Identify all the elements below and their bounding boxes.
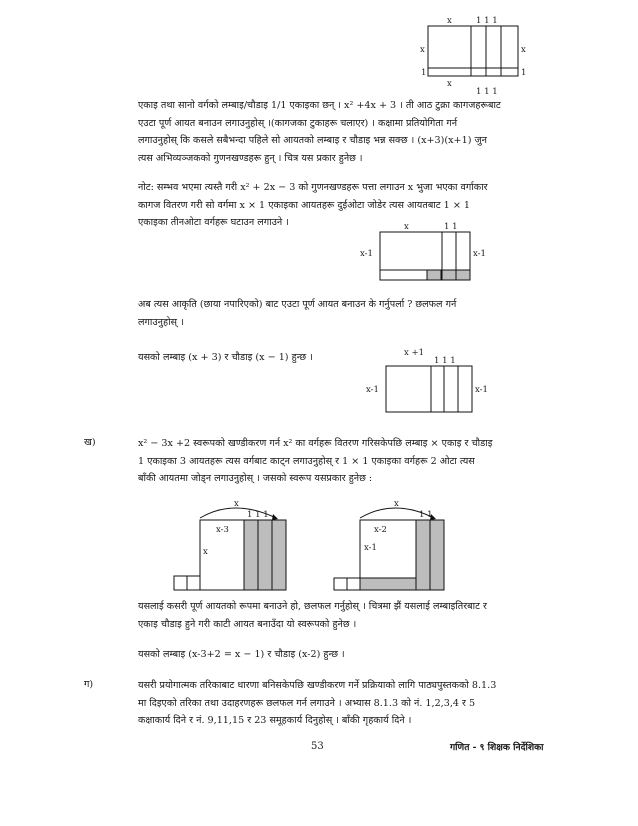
para5-line-2: एकाइ चौडाइ हुने गरी काटी आयत बनाउँदा यो स्वरूपको हुनेछ । xyxy=(138,618,357,630)
fig3-left-label: x-1 xyxy=(366,385,379,395)
footer-book-title: गणित - ९ शिक्षक निर्देशिका xyxy=(450,742,544,753)
fig2-left-label: x-1 xyxy=(360,249,373,259)
fig5-arc-x: x xyxy=(394,499,399,509)
fig1-top-x: x xyxy=(447,16,452,26)
paragraph-intro xyxy=(138,97,546,167)
fig3-top-x: x +1 xyxy=(404,348,425,358)
para1-line-1: एकाइ तथा सानो वर्गको लम्बाइ/चौडाइ 1/1 एकाइका छन् । x² +4x + 3 । ती आठ टुक्रा कागजहरूबाट xyxy=(138,100,501,111)
kha-line-1: x² − 3x +2 स्वरूपको खण्डीकरण गर्न x² का वर्गहरू वितरण गरिसकेपछि लम्बाइ × एकाइ र चौडाइ xyxy=(138,438,493,449)
ga-line-2: मा दिइएको तरिका तथा उदाहरणहरू छलफल गर्न लगाउने । अभ्यास 8.1.3 को नं. 1,2,3,4 र 5 xyxy=(138,697,476,709)
fig1-left-x: x xyxy=(420,45,425,55)
kha-line-2: 1 एकाइका 3 आयतहरू त्यस वर्गबाट काट्न लगाउनुहोस् र 1 × 1 एकाइका वर्गहरू 2 ओटा त्यस xyxy=(138,455,475,467)
paragraph-question xyxy=(138,296,546,331)
ga-line-3: कक्षाकार्य दिने र नं. 9,11,15 र 23 समूहकार्य दिनुहोस् । बाँकी गृहकार्य दिने । xyxy=(138,715,412,726)
para6-line: यसको लम्बाइ (x-3+2 = x − 1) र चौडाइ (x-2) हुन्छ । xyxy=(138,649,345,660)
fig2-top-x: x xyxy=(404,222,409,232)
fig4-left-label: x xyxy=(203,547,208,557)
paragraph-dimensions-2 xyxy=(138,646,438,664)
paragraph-dimensions-1 xyxy=(138,349,378,367)
para5-line-1: यसलाई कसरी पूर्ण आयतको रूपमा बनाउने हो, छलफल गर्नुहोस् । चित्रमा झैं यसलाई लम्बाइतिरबाट र xyxy=(138,601,487,612)
para1-line-3: लगाउनुहोस् कि कसले सबैभन्दा पहिले सो आयतको लम्बाइ र चौडाइ भन्न सक्छ । (x+3)(x+1) जुन xyxy=(138,135,487,146)
fig4-ones: 1 1 1 xyxy=(247,510,269,520)
fig4-arc-x: x xyxy=(234,499,239,509)
para3-line-2: लगाउनुहोस् । xyxy=(138,316,184,328)
fig5-left-label: x-1 xyxy=(364,543,377,553)
fig1-right-x: x xyxy=(521,45,526,55)
figure-square-minus-three-strips xyxy=(172,498,297,594)
paragraph-section-kha xyxy=(138,435,546,488)
paragraph-discussion xyxy=(138,598,546,633)
kha-line-3: बाँकी आयतमा जोड्न लगाउनुहोस् । जसको स्वरूप यसप्रकार हुनेछ : xyxy=(138,473,373,484)
para2-line-2: कागज वितरण गरी सो वर्गमा x × 1 एकाइका आयतहरू दुईओटा जोडेर त्यस आयतबाट 1 × 1 xyxy=(138,199,471,211)
page-number: 53 xyxy=(311,741,324,752)
para2-line-3: एकाइका तीनओटा वर्गहरू घटाउन लगाउने । xyxy=(138,217,289,228)
fig1-bottom-ones: 1 1 1 xyxy=(476,87,498,96)
fig1-right-one: 1 xyxy=(521,68,527,78)
fig3-top-ones: 1 1 1 xyxy=(434,356,456,366)
figure-rectangle-x-plus-3-by-x-minus-1 xyxy=(364,348,492,418)
section-marker-ga: ग) xyxy=(84,679,94,690)
fig4-inner-label: x-3 xyxy=(216,525,229,535)
fig5-ones: 1 1 xyxy=(419,510,433,520)
para3-line-1: अब त्यस आकृति (छाया नपारिएको) बाट एउटा पूर्ण आयत बनाउन के गर्नुपर्ला ? छलफल गर्न xyxy=(138,299,457,310)
para1-line-4: त्यस अभिव्यञ्जकको गुणनखण्डहरू हुन् । चित्र यस प्रकार हुनेछ । xyxy=(138,152,363,164)
figure-square-minus-three-units xyxy=(358,220,490,290)
para4-line: यसको लम्बाइ (x + 3) र चौडाइ (x − 1) हुन्छ । xyxy=(138,352,313,363)
fig2-top-ones: 1 1 xyxy=(444,222,458,232)
paragraph-section-ga xyxy=(138,677,546,730)
para2-line-1: नोट: सम्भव भएमा त्यस्तै गरी x² + 2x − 3 को गुणनखण्डहरू पत्ता लगाउन x भुजा भएका वर्गाकार xyxy=(138,182,488,193)
fig2-right-label: x-1 xyxy=(473,249,486,259)
fig1-bottom-x: x xyxy=(447,79,452,89)
fig1-left-one: 1 xyxy=(421,68,427,78)
para1-line-2: एउटा पूर्ण आयत बनाउन लगाउनुहोस् ।(कागजका टुकाहरू चलाएर) । कक्षामा प्रतियोगिता गर्न xyxy=(138,117,458,129)
fig1-top-ones: 1 1 1 xyxy=(476,16,498,26)
figure-rectangle-x-plus-3-by-x-plus-1 xyxy=(418,14,530,96)
ga-line-1: यसरी प्रयोगात्मक तरिकाबाट धारणा बनिसकेपछि खण्डीकरण गर्ने प्रक्रियाको लागि पाठ्यपुस्तकको 8.1.3 xyxy=(138,680,497,691)
fig3-right-label: x-1 xyxy=(475,385,488,395)
figure-square-minus-two-strips xyxy=(330,498,450,594)
section-marker-kha: ख) xyxy=(84,437,96,448)
fig5-inner-label: x-2 xyxy=(374,525,387,535)
